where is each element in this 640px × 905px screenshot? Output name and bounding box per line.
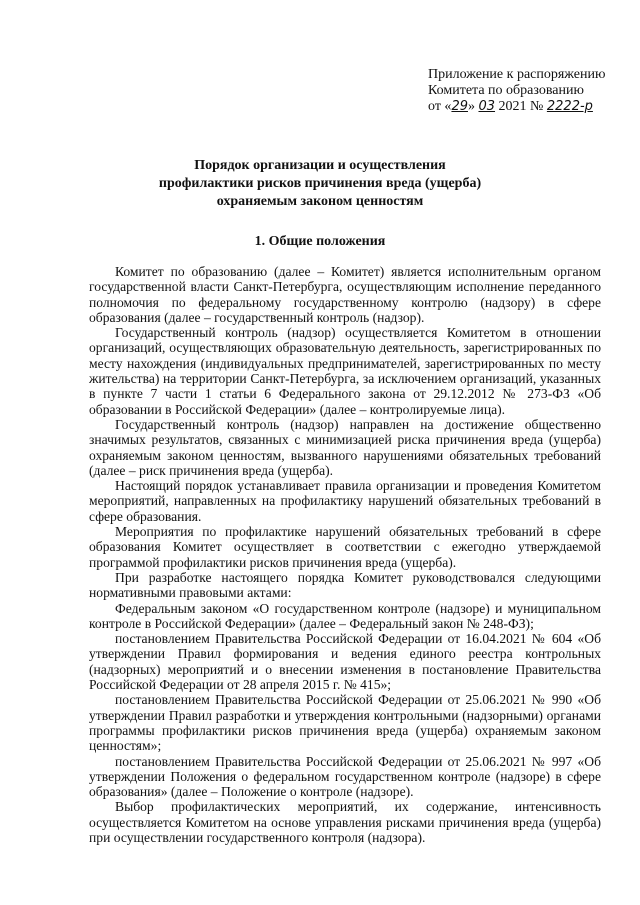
paragraph: Выбор профилактических мероприятий, их содержание, интенсивность осуществляется Комитетом на основе управления рисками причинения вреда (ущерба) при осуществлении государственного контроля (надзора).	[89, 799, 601, 845]
paragraph: Государственный контроль (надзор) осуществляется Комитетом в отношении организаций, осуществляющих образовательную деятельность, зарегистрированных по месту нахождения (индивидуальных предпринимателей, зарегистрированных по месту жительства) на территории Санкт-Петербурга, за исключением организаций, указанных в пункте 7 части 1 статьи 6 Федерального закона от 29.12.2012 № 273-ФЗ «Об образовании в Российской Федерации» (далее – контролируемые лица).	[89, 325, 601, 417]
appendix-header	[428, 67, 605, 115]
title-line-3: охраняемым законом ценностям	[216, 194, 424, 209]
date-year: 2021 №	[498, 99, 544, 114]
paragraph: При разработке настоящего порядка Комитет руководствовался следующими нормативными правовыми актами:	[89, 569, 601, 601]
paragraph: Комитет по образованию (далее – Комитет) является исполнительным органом государственной власти Санкт-Петербурга, осуществляющим исполнение переданного полномочия по федеральному государственному контролю (надзору) в сфере образования (далее – государственный контроль (надзор).	[89, 264, 601, 325]
paragraph: постановлением Правительства Российской Федерации от 25.06.2021 № 997 «Об утверждении Положения о федеральном государственном контроле (надзоре) в сфере образования» (далее – Положение о контроле (надзоре).	[89, 753, 601, 800]
appendix-line-2: Комитета по образованию	[428, 83, 584, 98]
date-month: 03	[478, 99, 496, 114]
document-body	[89, 264, 601, 845]
appendix-line-1: Приложение к распоряжению	[428, 67, 606, 82]
paragraph: Государственный контроль (надзор) направлен на достижение общественно значимых результатов, связанных с минимизацией риска причинения вреда (ущерба) охраняемым законом ценностям, вызванного нарушениями обязательных требований (далее – риск причинения вреда (ущерба).	[89, 416, 601, 478]
section-heading: 1. Общие положения	[254, 234, 386, 249]
title-line-2: профилактики рисков причинения вреда (ущерба)	[158, 176, 482, 191]
date-separator: »	[467, 99, 475, 114]
document-number: 2222-р	[546, 99, 593, 114]
paragraph: Федеральным законом «О государственном контроле (надзоре) и муниципальном контроле в Российской Федерации» (далее – Федеральный закон № 248-ФЗ);	[89, 600, 601, 631]
date-prefix: от «	[428, 99, 452, 114]
paragraph: Мероприятия по профилактике нарушений обязательных требований в сфере образования Комитет осуществляет в соответствии с ежегодно утверждаемой программой профилактики рисков причинения вреда (ущерба).	[89, 524, 601, 570]
paragraph: постановлением Правительства Российской Федерации от 25.06.2021 № 990 «Об утверждении Правил разработки и утверждения контрольными (надзорными) органами программы профилактики рисков причинения вреда (ущерба) охраняемым законом ценностям»;	[89, 692, 601, 754]
paragraph: Настоящий порядок устанавливает правила организации и проведения Комитетом мероприятий, направленных на профилактику нарушений обязательных требований в сфере образования.	[89, 478, 601, 524]
title-line-1: Порядок организации и осуществления	[194, 158, 446, 173]
date-day: 29	[451, 99, 468, 114]
appendix-date-line	[428, 99, 605, 115]
paragraph: постановлением Правительства Российской Федерации от 16.04.2021 № 604 «Об утверждении Правил формирования и ведения единого реестра контрольных (надзорных) мероприятий и о внесении изменения в постановление Правительства Российской Федерации от 28 апреля 2015 г. № 415»;	[89, 631, 601, 693]
document-title	[0, 157, 640, 211]
